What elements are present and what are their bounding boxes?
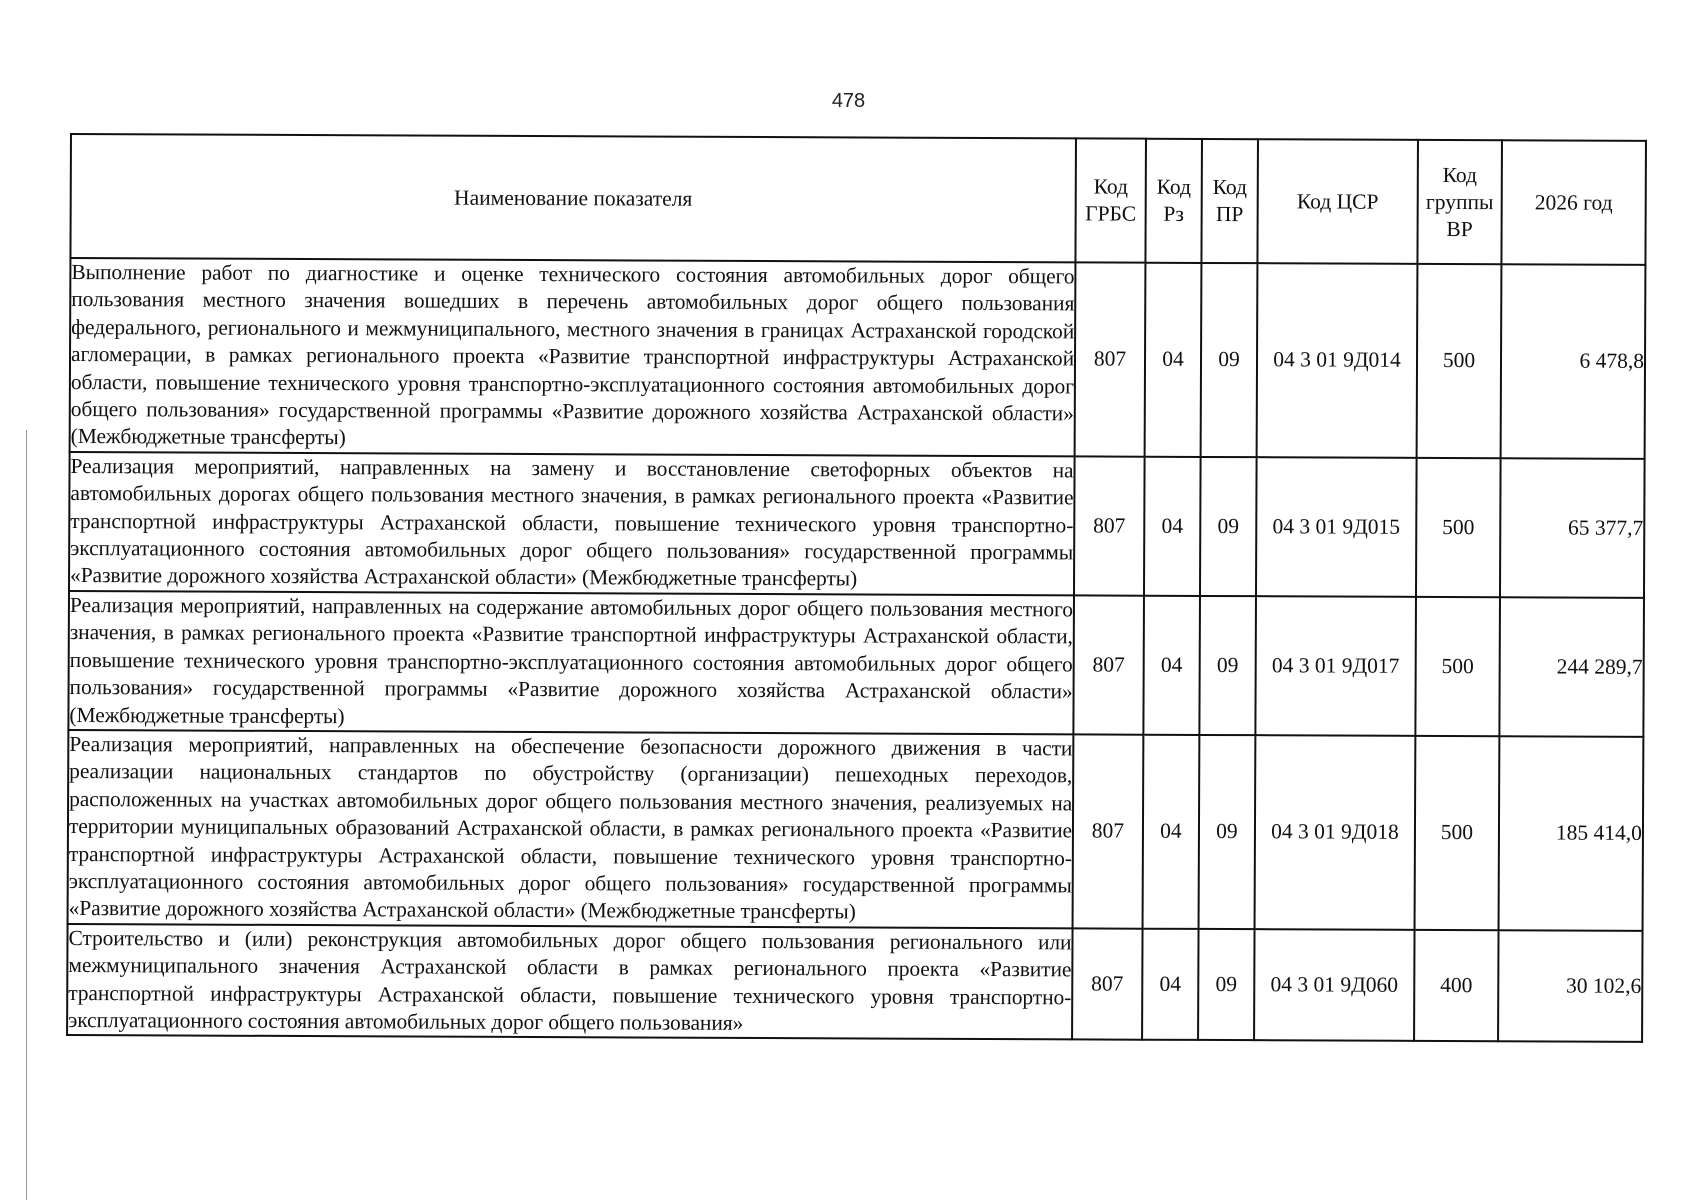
- page-number: 478: [831, 90, 866, 112]
- row-pr: 09: [1201, 263, 1258, 457]
- row-pr: 09: [1200, 457, 1257, 596]
- row-csr: 04 3 01 9Д015: [1256, 457, 1417, 597]
- header-year: 2026 год: [1501, 140, 1646, 265]
- row-vr: 500: [1415, 736, 1500, 930]
- row-vr: 500: [1415, 597, 1500, 736]
- row-pr: 09: [1198, 929, 1254, 1041]
- row-name: Реализация мероприятий, направленных на содержание автомобильных дорог общего пользования местного значения, в рамках регионального проекта «Развитие транспортной инфраструктуры Астраханской области, повышение технического уровня транспортно-эксплуатационного состояния автомобильных дорог общего пользования» государственной программы «Развитие дорожного хозяйства Астраханской области» (Межбюджетные трансферты): [68, 591, 1074, 734]
- row-vr: 400: [1414, 930, 1498, 1042]
- row-vr: 500: [1416, 458, 1501, 597]
- row-csr: 04 3 01 9Д017: [1255, 596, 1416, 736]
- row-vr: 500: [1417, 264, 1502, 458]
- table-row: [67, 924, 1642, 1042]
- header-rz: Код Рз: [1145, 139, 1202, 263]
- scan-edge-line: [26, 430, 27, 1200]
- budget-table: [66, 133, 1647, 1043]
- table-header-row: [70, 134, 1646, 265]
- row-rz: 04: [1143, 596, 1200, 735]
- header-pr: Код ПР: [1201, 139, 1258, 263]
- row-grbs: 807: [1074, 456, 1145, 595]
- header-vr: Код группы ВР: [1417, 140, 1502, 264]
- row-grbs: 807: [1073, 595, 1144, 734]
- row-grbs: 807: [1075, 262, 1146, 456]
- row-csr: 04 3 01 9Д018: [1255, 735, 1416, 930]
- row-rz: 04: [1143, 735, 1200, 929]
- row-amount: 30 102,6: [1498, 930, 1642, 1042]
- row-amount: 6 478,8: [1501, 264, 1646, 458]
- row-amount: 244 289,7: [1499, 597, 1644, 737]
- table-row: [69, 452, 1645, 598]
- row-csr: 04 3 01 9Д060: [1254, 929, 1414, 1041]
- row-amount: 65 377,7: [1500, 458, 1645, 598]
- row-csr: 04 3 01 9Д014: [1257, 263, 1418, 458]
- row-rz: 04: [1144, 457, 1201, 596]
- row-pr: 09: [1199, 735, 1256, 929]
- row-grbs: 807: [1073, 734, 1144, 928]
- row-amount: 185 414,0: [1499, 736, 1644, 930]
- row-rz: 04: [1145, 263, 1202, 457]
- row-name: Выполнение работ по диагностике и оценке технического состояния автомобильных дорог общего пользования местного значения вошедших в перечень автомобильных дорог общего пользования федерального, регионального и межмуниципального, местного значения в границах Астраханской городской агломерации, в рамках регионального проекта «Развитие транспортной инфраструктуры Астраханской области, повышение технического уровня транспортно-эксплуатационного состояния автомобильных дорог общего пользования» государственной программы «Развитие дорожного хозяйства Астраханской области» (Межбюджетные трансферты): [70, 258, 1076, 456]
- row-name: Реализация мероприятий, направленных на обеспечение безопасности дорожного движения в части реализации национальных стандартов по обустройству (организации) пешеходных переходов, расположенных на участках автомобильных дорог общего пользования местного значения, реализуемых на территории муниципальных образований Астраханской области, в рамках регионального проекта «Развитие транспортной инфраструктуры Астраханской области, повышение технического уровня транспортно-эксплуатационного состояния автомобильных дорог общего пользования» государственной программы «Развитие дорожного хозяйства Астраханской области» (Межбюджетные трансферты): [68, 730, 1074, 928]
- row-name: Строительство и (или) реконструкция автомобильных дорог общего пользования регионального или межмуниципального значения Астраханской области в рамках регионального проекта «Развитие транспортной инфраструктуры Астраханской области, повышение технического уровня транспортно-эксплуатационного состояния автомобильных дорог общего пользования»: [67, 924, 1072, 1040]
- row-rz: 04: [1142, 928, 1198, 1040]
- header-grbs: Код ГРБС: [1075, 138, 1146, 262]
- row-pr: 09: [1199, 596, 1256, 735]
- row-name: Реализация мероприятий, направленных на замену и восстановление светофорных объектов на автомобильных дорогах общего пользования местного значения, в рамках регионального проекта «Развитие транспортной инфраструктуры Астраханской области, повышение технического уровня транспортно-эксплуатационного состояния автомобильных дорог общего пользования» государственной программы «Развитие дорожного хозяйства Астраханской области» (Межбюджетные трансферты): [69, 452, 1075, 595]
- header-csr: Код ЦСР: [1257, 139, 1418, 264]
- row-grbs: 807: [1072, 928, 1142, 1040]
- table-row: [68, 730, 1644, 931]
- header-name: Наименование показателя: [70, 134, 1076, 262]
- table-row: [68, 591, 1644, 737]
- table-row: [70, 258, 1646, 459]
